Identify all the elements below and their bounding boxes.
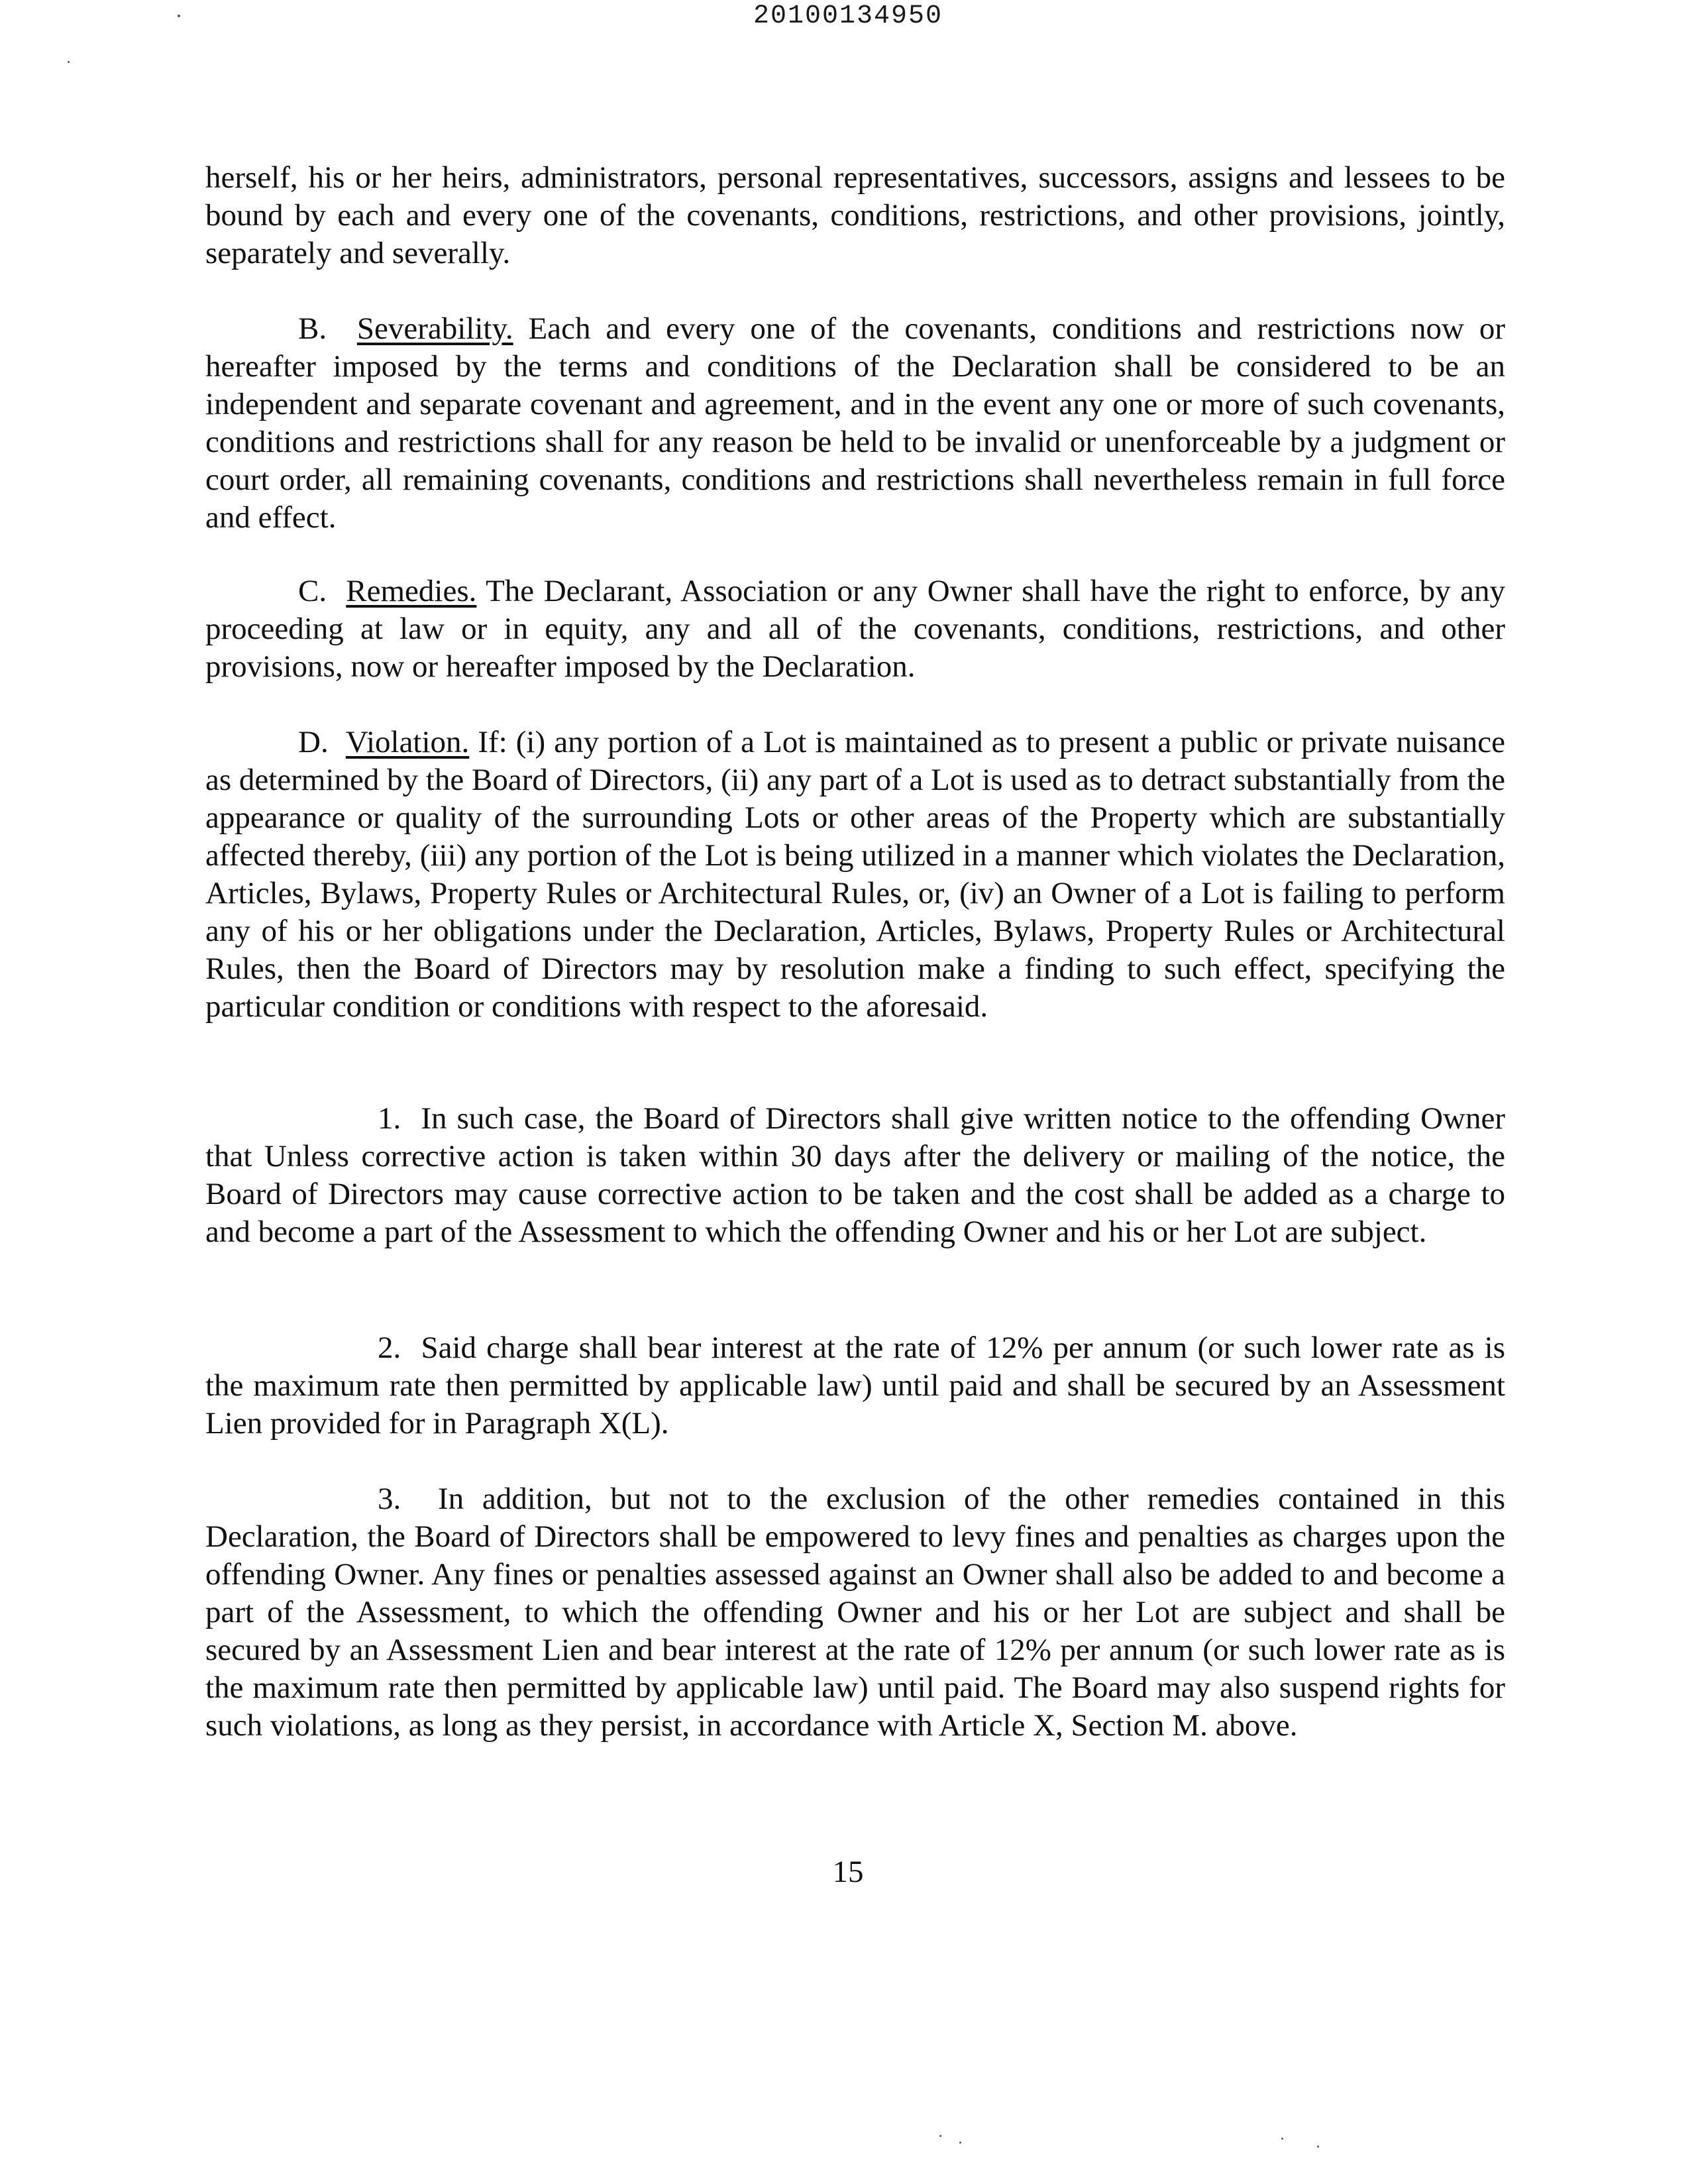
section-remedies	[205, 573, 1505, 686]
section-violation	[205, 724, 1505, 1026]
subsection-2	[205, 1329, 1505, 1443]
section-heading: Violation.	[345, 725, 470, 759]
section-label: C.	[298, 574, 327, 608]
section-heading: Remedies.	[346, 574, 477, 608]
scan-speck	[68, 61, 70, 63]
paragraph-text: Said charge shall bear interest at the rate of 12% per annum (or such lower rate as is the maximum rate then permitted by applicable law) until paid and shall be secured by an Assessment Lien provided for in Paragraph X(L).	[205, 1331, 1505, 1441]
section-label: D.	[298, 725, 329, 759]
subsection-1	[205, 1100, 1505, 1251]
section-label: B.	[298, 311, 327, 346]
paragraph-text: In such case, the Board of Directors shall give written notice to the offending Owner that Unless corrective action is taken within 30 days after the delivery or mailing of the notice, the Board of Directors may cause corrective action to be taken and the cost shall be added as a charge to and become a part of the Assessment to which the offending Owner and his or her Lot are subject.	[205, 1101, 1505, 1249]
paragraph-continuation	[205, 159, 1505, 272]
scan-speck	[959, 2142, 961, 2144]
section-severability	[205, 310, 1505, 537]
subsection-label: 1.	[378, 1101, 401, 1136]
document-body	[205, 159, 1505, 1789]
paragraph-text: Each and every one of the covenants, conditions and restrictions now or hereafter imposed by the terms and conditions of the Declaration shall be considered to be an independent and separate covenant and agreement, and in the event any one or more of such covenants, conditions and restrictions shall for any reason be held to be invalid or unenforceable by a judgment or court order, all remaining covenants, conditions and restrictions shall nevertheless remain in full force and effect.	[205, 311, 1506, 535]
page-number: 15	[832, 1855, 864, 1889]
paragraph-text: If: (i) any portion of a Lot is maintained as to present a public or private nuisance as determined by the Board of Directors, (ii) any part of a Lot is used as to detract substantially from the appearance or quality of the surrounding Lots or other areas of the Property which are substantially affected thereby, (iii) any portion of the Lot is being utilized in a manner which violates the Declaration, Articles, Bylaws, Property Rules or Architectural Rules, or, (iv) an Owner of a Lot is failing to perform any of his or her obligations under the Declaration, Articles, Bylaws, Property Rules or Architectural Rules, then the Board of Directors may by resolution make a finding to such effect, specifying the particular condition or conditions with respect to the aforesaid.	[205, 725, 1505, 1024]
subsection-label: 2.	[378, 1331, 401, 1365]
document-number: 20100134950	[753, 1, 943, 31]
paragraph-text: The Declarant, Association or any Owner shall have the right to enforce, by any proceeding at law or in equity, any and all of the covenants, conditions, restrictions, and other provisions, now or hereafter imposed by the Declaration.	[205, 574, 1506, 684]
subsection-label: 3.	[378, 1482, 401, 1516]
scan-speck	[1281, 2138, 1283, 2140]
paragraph-text: herself, his or her heirs, administrators, personal representatives, successors, assigns and lessees to be bound by each and every one of the covenants, conditions, restrictions, and other provisions, jointly, separately and severally.	[205, 160, 1505, 270]
subsection-3	[205, 1480, 1505, 1745]
scan-speck	[939, 2135, 941, 2137]
scan-speck	[178, 15, 180, 17]
scan-speck	[1317, 2146, 1319, 2148]
section-heading: Severability.	[356, 311, 513, 346]
paragraph-text: In addition, but not to the exclusion of the other remedies contained in this Declaration, the Board of Directors shall be empowered to levy fines and penalties as charges upon the offending Owner. Any fines or penalties assessed against an Owner shall also be added to and become a part of the Assessment, to which the offending Owner and his or her Lot are subject and shall be secured by an Assessment Lien and bear interest at the rate of 12% per annum (or such lower rate as is the maximum rate then permitted by applicable law) until paid. The Board may also suspend rights for such violations, as long as they persist, in accordance with Article X, Section M. above.	[205, 1482, 1505, 1743]
